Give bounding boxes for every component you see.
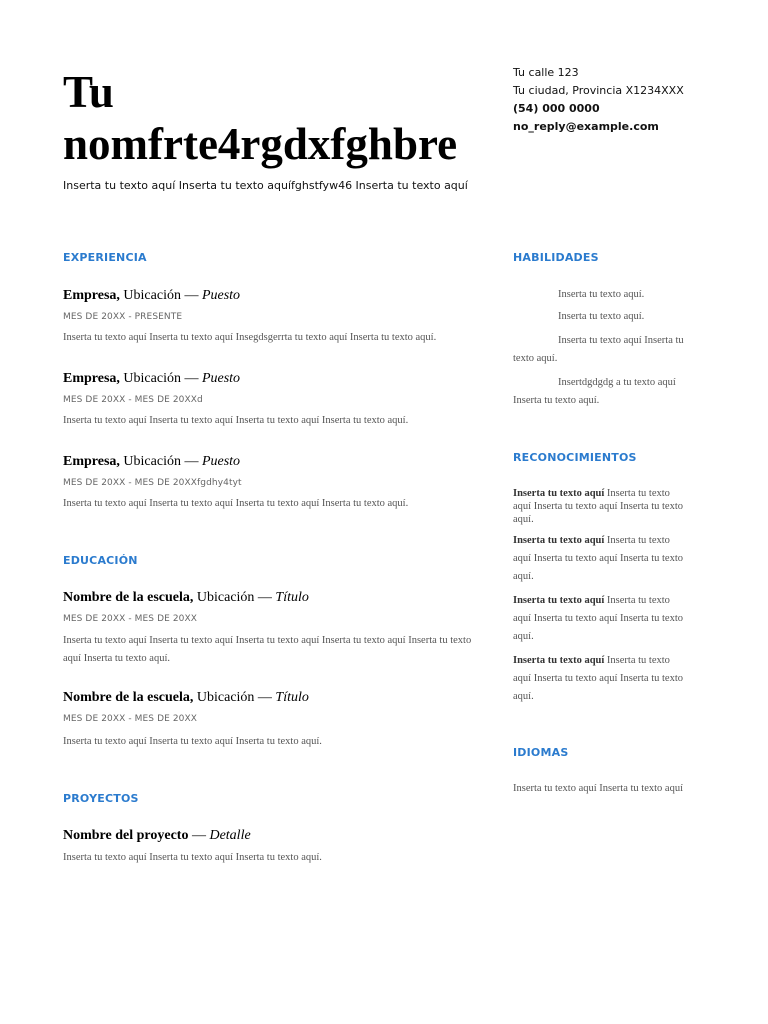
skill-item: Inserta tu texto aquí. bbox=[558, 289, 645, 300]
section-title-languages: IDIOMAS bbox=[513, 746, 569, 759]
award-item bbox=[513, 652, 689, 706]
job-role: Puesto bbox=[201, 371, 241, 386]
experience-entry-dates: MES DE 20XX - MES DE 20XXd bbox=[63, 395, 203, 405]
education-entry-heading bbox=[63, 690, 309, 706]
contact-city: Tu ciudad, Provincia X1234XXX bbox=[513, 84, 684, 97]
experience-entry-description: Inserta tu texto aquí Inserta tu texto aquí Inserta tu texto aquí Inserta tu texto aquí. bbox=[63, 498, 409, 509]
school-name: Nombre de la escuela, bbox=[63, 590, 194, 605]
education-entry-description: Inserta tu texto aquí Inserta tu texto aquí Inserta tu texto aquí. bbox=[63, 736, 322, 747]
contact-street: Tu calle 123 bbox=[513, 66, 579, 79]
education-entry-description: Inserta tu texto aquí Inserta tu texto aquí Inserta tu texto aquí Inserta tu texto aquí Inserta tu texto aquí Inserta tu texto aquí. bbox=[63, 635, 472, 664]
skill-item: Inserta tu texto aquí. bbox=[558, 311, 645, 322]
company-location: Ubicación — bbox=[119, 371, 202, 386]
school-name: Nombre de la escuela, bbox=[63, 690, 194, 705]
resume-name: Tu nomfrte4rgdxfghbre bbox=[63, 67, 458, 169]
education-entry-heading bbox=[63, 590, 309, 606]
job-role: Puesto bbox=[201, 288, 241, 303]
award-item-text: Inserta tu texto aquí Inserta tu texto aquí Inserta tu texto aquí. bbox=[513, 535, 683, 582]
section-title-education: EDUCACIÓN bbox=[63, 554, 138, 567]
contact-email: no_reply@example.com bbox=[513, 120, 659, 133]
experience-entry-heading bbox=[63, 454, 240, 470]
award-item-title: Inserta tu texto aquí bbox=[513, 655, 605, 666]
experience-entry-heading bbox=[63, 371, 240, 387]
school-location: Ubicación — bbox=[193, 690, 276, 705]
languages-text: Inserta tu texto aquí Inserta tu texto aquí bbox=[513, 783, 683, 794]
job-role: Puesto bbox=[201, 454, 241, 469]
award-item-title: Inserta tu texto aquí bbox=[513, 488, 605, 499]
project-separator: — bbox=[188, 828, 210, 843]
experience-entry-dates: MES DE 20XX - PRESENTE bbox=[63, 312, 183, 322]
experience-entry-heading bbox=[63, 288, 240, 304]
resume-tagline: Inserta tu texto aquí Inserta tu texto aquífghstfyw46 Inserta tu texto aquí bbox=[63, 179, 468, 192]
company-location: Ubicación — bbox=[119, 288, 202, 303]
project-name: Nombre del proyecto bbox=[63, 828, 189, 843]
skill-item: Inserta tu texto aquí Inserta tu texto aquí. bbox=[513, 335, 684, 364]
education-entry-dates: MES DE 20XX - MES DE 20XX bbox=[63, 614, 198, 624]
experience-entry-description: Inserta tu texto aquí Inserta tu texto aquí Insegdsgerrta tu texto aquí Inserta tu texto aquí. bbox=[63, 332, 437, 343]
experience-entry-description: Inserta tu texto aquí Inserta tu texto aquí Inserta tu texto aquí Inserta tu texto aquí. bbox=[63, 415, 409, 426]
awards-title-text: RECONOCIMIENTOS bbox=[513, 451, 637, 464]
project-entry-description: Inserta tu texto aquí Inserta tu texto aquí Inserta tu texto aquí. bbox=[63, 852, 322, 863]
experience-entry-dates: MES DE 20XX - MES DE 20XXfgdhy4tyt bbox=[63, 478, 242, 488]
section-title-awards bbox=[513, 451, 637, 464]
project-entry-heading bbox=[63, 828, 251, 844]
contact-phone: (54) 000 0000 bbox=[513, 102, 600, 115]
education-entry-dates: MES DE 20XX - MES DE 20XX bbox=[63, 714, 198, 724]
company-name: Empresa, bbox=[63, 288, 120, 303]
award-item-title: Inserta tu texto aquí bbox=[513, 595, 605, 606]
company-location: Ubicación — bbox=[119, 454, 202, 469]
section-title-skills: HABILIDADES bbox=[513, 251, 599, 264]
award-item-text: Inserta tu texto aquí Inserta tu texto aquí Inserta tu texto aquí. bbox=[513, 488, 683, 525]
degree-title: Título bbox=[275, 590, 309, 605]
contact-block bbox=[513, 64, 753, 136]
section-title-experience: EXPERIENCIA bbox=[63, 251, 147, 264]
project-detail: Detalle bbox=[209, 828, 251, 843]
section-title-projects: PROYECTOS bbox=[63, 792, 139, 805]
award-item-title: Inserta tu texto aquí bbox=[513, 535, 605, 546]
school-location: Ubicación — bbox=[193, 590, 276, 605]
company-name: Empresa, bbox=[63, 454, 120, 469]
award-item bbox=[513, 487, 689, 526]
award-item bbox=[513, 532, 689, 586]
company-name: Empresa, bbox=[63, 371, 120, 386]
award-item-text: Inserta tu texto aquí Inserta tu texto aquí Inserta tu texto aquí. bbox=[513, 655, 683, 702]
award-item-text: Inserta tu texto aquí Inserta tu texto aquí Inserta tu texto aquí. bbox=[513, 595, 683, 642]
skill-item: Insertdgdgdg a tu texto aquí Inserta tu texto aquí. bbox=[513, 377, 676, 406]
award-item bbox=[513, 592, 689, 646]
degree-title: Título bbox=[275, 690, 309, 705]
